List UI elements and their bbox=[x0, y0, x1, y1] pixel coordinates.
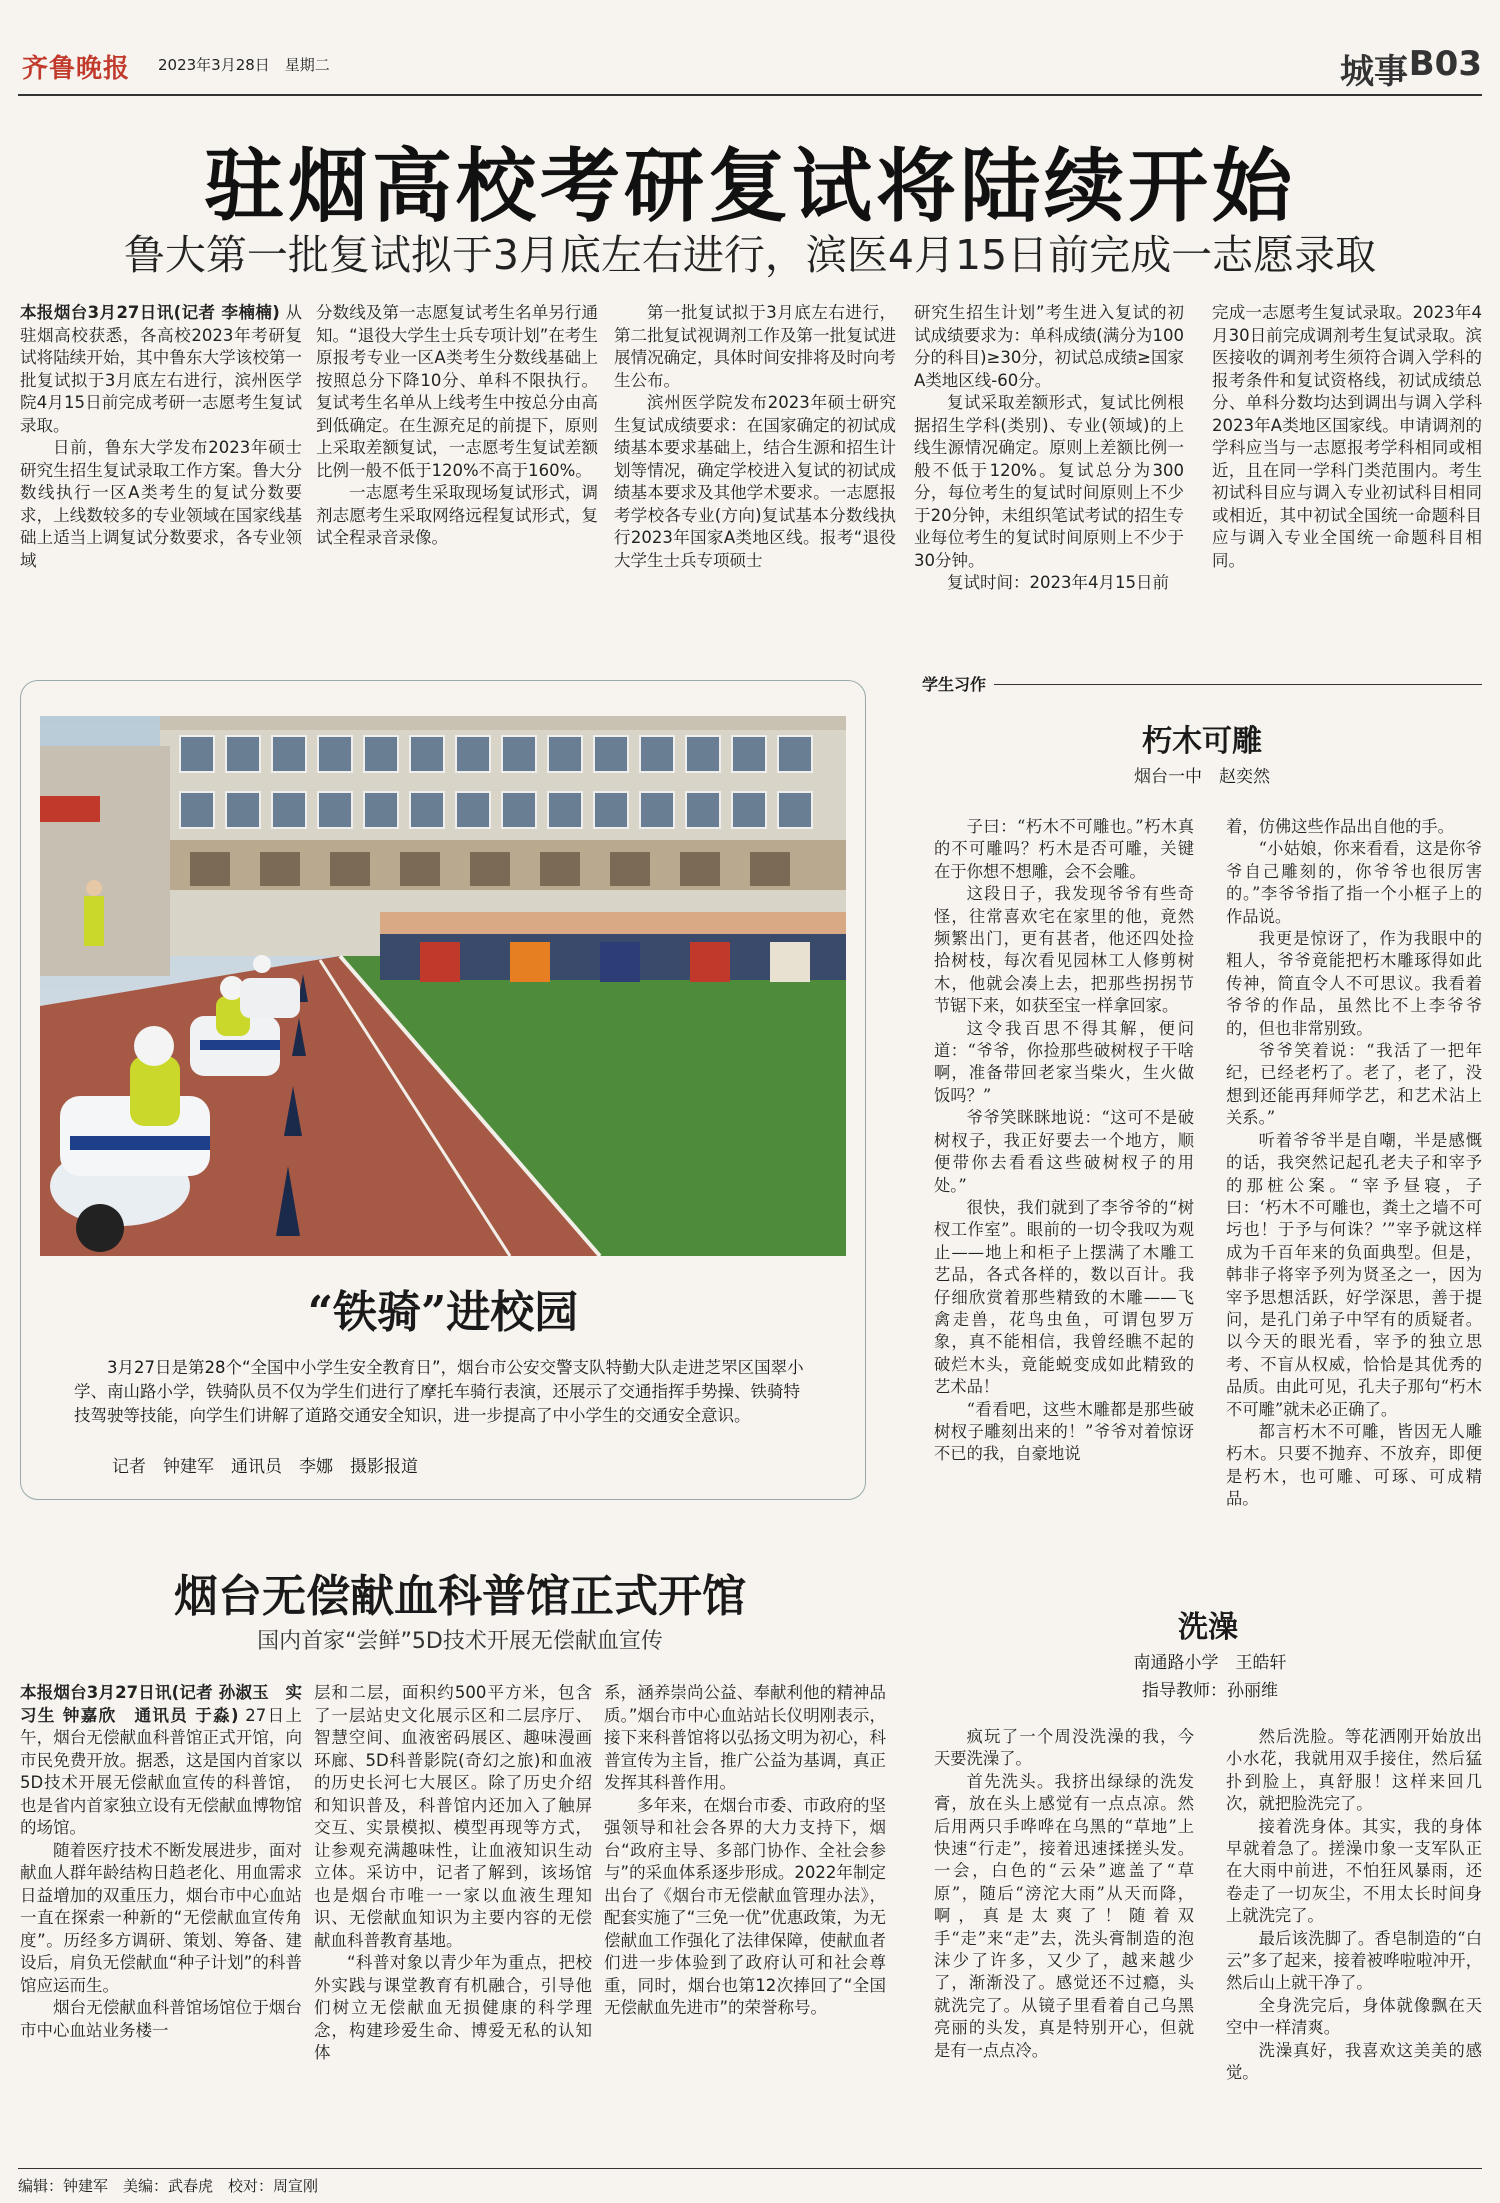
lead-column-2 bbox=[316, 302, 598, 622]
essay1-column-2 bbox=[1226, 816, 1482, 1576]
lead-col1-text: 从驻烟高校获悉，各高校2023年考研复试将陆续开始，其中鲁东大学该校第一批复试拟于3月底左右进行，滨州医学院4月15日前完成考研一志愿考生复试录取。 bbox=[20, 303, 302, 435]
lead-column-4 bbox=[914, 302, 1184, 622]
lead-col3-para1: 第一批复试拟于3月底左右进行，第二批复试视调剂工作及第一批复试进展情况确定，具体时间安排将及时向考生公布。 bbox=[614, 303, 896, 390]
paragraph: 洗澡真好，我喜欢这美美的感觉。 bbox=[1226, 2040, 1482, 2083]
blood-headline: 烟台无偿献血科普馆正式开馆 bbox=[174, 1571, 746, 1622]
blood-column-3 bbox=[604, 1682, 886, 2152]
lead-column-1 bbox=[20, 302, 302, 622]
masthead bbox=[18, 40, 1482, 96]
paragraph: 这段日子，我发现爷爷有些奇怪，往常喜欢宅在家里的他，竟然频繁出门，更有甚者，他还四处捡拾树枝，每次看见园林工人修剪树木，他就会凑上去，把那些拐拐节节锯下来，如获至宝一样拿回家。 bbox=[934, 884, 1194, 1016]
paragraph: 爷爷笑眯眯地说：“这可不是破树杈子，我正好要去一个地方，顺便带你去看看这些破树杈子的用处。” bbox=[934, 1108, 1194, 1195]
paragraph: 我更是惊讶了，作为我眼中的粗人，爷爷竟能把朽木雕琢得如此传神，简直令人不可思议。我看着爷爷的作品，虽然比不上李爷爷的，但也非常别致。 bbox=[1226, 929, 1482, 1038]
page-number: B03 bbox=[1408, 44, 1482, 84]
feature-photo bbox=[40, 716, 846, 1256]
paragraph: 接着洗身体。其实，我的身体早就着急了。搓澡巾象一支军队正在大雨中前进，不怕狂风暴雨，还卷走了一切灰尘，不用太长时间身上就洗完了。 bbox=[1226, 1816, 1482, 1926]
lead-col2-para1: 分数线及第一志愿复试考生名单另行通知。“退役大学生士兵专项计划”在考生原报考专业一区A类考生分数线基础上按照总分下降10分、单科不限执行。复试考生名单从上线考生中按总分由高到低确定。在生源充足的前提下，原则上采取差额复试，一志愿考生复试差额比例一般不低于120%不高于160%。 bbox=[316, 303, 598, 480]
section-name: 城事 bbox=[1340, 52, 1408, 92]
paragraph: 系，涵养崇尚公益、奉献利他的精神品质。”烟台市中心血站站长仪明刚表示，接下来科普馆将以弘扬文明为初心，科普宣传为主旨，推广公益为基调，真正发挥其科普作用。 bbox=[604, 1683, 886, 1792]
paragraph: 疯玩了一个周没洗澡的我，今天要洗澡了。 bbox=[934, 1727, 1194, 1769]
lead-column-3 bbox=[614, 302, 896, 622]
blood-column-1 bbox=[20, 1682, 302, 2152]
paragraph: 然后洗脸。等花洒刚开始放出小水花，我就用双手接住，然后猛扑到脸上，真舒服！这样来回几次，就把脸洗完了。 bbox=[1226, 1727, 1482, 1814]
essay1-column-1 bbox=[934, 816, 1194, 1576]
essay1-author: 烟台一中 赵奕然 bbox=[1134, 767, 1270, 787]
paragraph: 层和二层，面积约500平方米，包含了一层站史文化展示区和二层序厅、智慧空间、血液密码展区、趣味漫画环廊、5D科普影院(奇幻之旅)和血液的历史长河七大展区。除了历史介绍和知识普及，科普馆内还加入了触屏交互、实景模拟、模型再现等方式，让参观充满趣味性，让血液知识生动立体。采访中，记者了解到，该场馆也是烟台市唯一一家以血液生理知识、无偿献血知识为主要内容的无偿献血科普教育基地。 bbox=[314, 1683, 592, 1950]
paragraph: 多年来，在烟台市委、市政府的坚强领导和社会各界的大力支持下，烟台“政府主导、多部门协作、全社会参与”的采血体系逐步形成。2022年制定出台了《烟台市无偿献血管理办法》，配套实施了“三免一优”优惠政策，为无偿献血工作强化了法律保障，使献血者们进一步体验到了政府认可和社会尊重，同时，烟台也第12次捧回了“全国无偿献血先进市”的荣誉称号。 bbox=[604, 1795, 886, 2017]
paragraph: 爷爷笑着说：“我活了一把年纪，已经老朽了。老了，老了，没想到还能再拜师学艺，和艺术沾上关系。” bbox=[1226, 1041, 1482, 1128]
paragraph: 很快，我们就到了李爷爷的“树杈工作室”。眼前的一切令我叹为观止——地上和柜子上摆满了木雕工艺品，各式各样的，数以百计。我仔细欣赏着那些精致的木雕——飞禽走兽，花鸟虫鱼，可谓包罗万象，真不能相信，我曾经瞧不起的破烂木头，竟能蜕变成如此精致的艺术品！ bbox=[934, 1197, 1194, 1397]
lead-column-5 bbox=[1212, 302, 1482, 622]
lead-col2-para2: 一志愿考生采取现场复试形式，调剂志愿考生采取网络远程复试形式，复试全程录音录像。 bbox=[316, 483, 598, 547]
paragraph: “看看吧，这些木雕都是那些破树杈子雕刻出来的！”爷爷对着惊讶不已的我，自豪地说 bbox=[934, 1399, 1194, 1464]
paragraph: 最后该洗脚了。香皂制造的“白云”多了起来，接着被哗啦啦冲开，然后山上就干净了。 bbox=[1226, 1928, 1482, 1993]
blood-subheadline: 国内首家“尝鲜”5D技术开展无偿献血宣传 bbox=[257, 1629, 663, 1654]
feature-title: “铁骑”进校园 bbox=[307, 1287, 579, 1338]
paragraph: 都言朽木不可雕，皆因无人雕朽木。只要不抛弃、不放弃，即便是朽木，也可雕、可琢、可成精品。 bbox=[1226, 1421, 1482, 1509]
paragraph: 着，仿佛这些作品出自他的手。 bbox=[1226, 817, 1454, 836]
blood-col1-lead: 27日上午，烟台无偿献血科普馆正式开馆，向市民免费开放。据悉，这是国内首家以5D技术开展无偿献血宣传的科普馆，也是省内首家独立设有无偿献血博物馆的场馆。 bbox=[20, 1705, 302, 1837]
feature-caption: 3月27日是第28个“全国中小学生安全教育日”，烟台市公安交警支队特勤大队走进芝罘区国翠小学、南山路小学，铁骑队员不仅为学生们进行了摩托车骑行表演，还展示了交通指挥手势操、铁骑特技驾驶等技能，向学生们讲解了道路交通安全知识，进一步提高了中小学生的交通安全意识。 bbox=[74, 1358, 804, 1425]
essay2-column-1 bbox=[934, 1726, 1194, 2146]
student-section-tag: 学生习作 bbox=[922, 672, 994, 695]
paragraph: “科普对象以青少年为重点，把校外实践与课堂教育有机融合，引导他们树立无偿献血无损健康的科学理念，构建珍爱生命、博爱无私的认知体 bbox=[314, 1953, 592, 2062]
lead-col4-para2: 复试采取差额形式，复试比例根据招生学科(类别)、专业(领域)的上线生源情况确定。原则上差额比例一般不低于120%。复试总分为300分，每位考生的复试时间原则上不少于20分钟，未组织笔试考试的招生专业每位考生的复试时间原则上不少于30分钟。 bbox=[914, 393, 1184, 570]
blood-column-2 bbox=[314, 1682, 592, 2152]
issue-date: 2023年3月28日 星期二 bbox=[158, 56, 330, 74]
lead-col4-para1: 研究生招生计划”考生进入复试的初试成绩要求为：单科成绩(满分为100分的科目)≥30分，初试总成绩≥国家A类地区线-60分。 bbox=[914, 303, 1184, 390]
essay2-teacher: 指导教师：孙丽维 bbox=[1142, 1681, 1278, 1701]
essay2-column-2 bbox=[1226, 1726, 1482, 2146]
paragraph: 烟台无偿献血科普馆场馆位于烟台市中心血站业务楼一 bbox=[20, 1998, 302, 2040]
paragraph: 随着医疗技术不断发展进步，面对献血人群年龄结构日趋老化、用血需求日益增加的双重压力，烟台市中心血站一直在探索一种新的“无偿献血宣传角度”。历经多方调研、策划、筹备、建设后，肩负无偿献血“种子计划”的科普馆应运而生。 bbox=[20, 1840, 302, 1995]
blood-byline: 本报烟台3月27日讯(记者 孙淑玉 实习生 钟嘉欣 通讯员 于淼) bbox=[20, 1683, 302, 1725]
paragraph: “小姑娘，你来看看，这是你爷爷自己雕刻的，你爷爷也很厉害的。”李爷爷指了指一个小框子上的作品说。 bbox=[1226, 839, 1482, 926]
paragraph: 这令我百思不得其解，便问道：“爷爷，你捡那些破树杈子干啥啊，准备带回老家当柴火，生火做饭吗？” bbox=[934, 1018, 1194, 1105]
lead-col5-para1: 完成一志愿考生复试录取。2023年4月30日前完成调剂考生复试录取。滨医接收的调剂考生须符合调入学科的报考条件和复试资格线，初试成绩总分、单科分数均达到调出与调入学科2023年A类地区国家线。申请调剂的学科应当与一志愿报考学科相同或相近，且在同一学科门类范围内。考生初试科目应与调入专业初试科目相同或相近，其中初试全国统一命题科目应与调入专业全国统一命题科目相同。 bbox=[1212, 303, 1482, 570]
feature-credit: 记者 钟建军 通讯员 李娜 摄影报道 bbox=[112, 1457, 418, 1477]
page-footer: 编辑：钟建军 美编：武春虎 校对：周宣刚 bbox=[18, 2168, 1482, 2196]
paragraph: 首先洗头。我挤出绿绿的洗发膏，放在头上感觉有一点点凉。然后用两只手哗哗在乌黑的“草地”上快速“行走”，接着迅速揉搓头发。一会，白色的“云朵”遮盖了“草原”，随后“滂沱大雨”从天而降，啊，真是太爽了！随着双手“走”来“走”去，洗头膏制造的泡沫少了许多，又少了，越来越少了，渐渐没了。感觉还不过瘾，头就洗完了。从镜子里看着自己乌黑亮丽的头发，真是特别开心，但就是有一点点冷。 bbox=[934, 1771, 1194, 2060]
school-motorcycle-scene-icon bbox=[40, 716, 846, 1256]
lead-col1-para2: 日前，鲁东大学发布2023年硕士研究生招生复试录取工作方案。鲁大分数线执行一区A类考生的复试分数要求，上线数较多的专业领域在国家线基础上适当上调复试分数要求，各专业领域 bbox=[20, 438, 302, 570]
lead-byline: 本报烟台3月27日讯(记者 李楠楠) bbox=[20, 303, 280, 322]
lead-col3-para2: 滨州医学院发布2023年硕士研究生复试成绩要求：在国家确定的初试成绩基本要求基础上，结合生源和招生计划等情况，确定学校进入复试的初试成绩基本要求及其他学术要求。一志愿报考学校各专业(方向)复试基本分数线执行2023年国家A类地区线。报考“退役大学生士兵专项硕士 bbox=[614, 393, 896, 570]
paragraph: 听着爷爷半是自嘲，半是感慨的话，我突然记起孔老夫子和宰予的那桩公案。“宰予昼寝，子曰：‘朽木不可雕也，粪土之墙不可圬也！于予与何诛？’”宰予就这样成为千百年来的负面典型。但是，韩非子将宰予列为贤圣之一，因为宰予思想活跃，好学深思，善于提问，是孔门弟子中罕有的质疑者。以今天的眼光看，宰予的独立思考、不盲从权威，恰恰是其优秀的品质。由此可见，孔夫子那句“朽木不可雕”就未必正确了。 bbox=[1226, 1130, 1482, 1419]
lead-col4-para3: 复试时间：2023年4月15日前 bbox=[947, 573, 1169, 592]
student-section-rule bbox=[922, 684, 1482, 704]
paragraph: 子曰：“朽木不可雕也。”朽木真的不可雕吗？朽木是否可雕，关键在于你想不想雕，会不会雕。 bbox=[934, 817, 1194, 881]
lead-subheadline: 鲁大第一批复试拟于3月底左右进行，滨医4月15日前完成一志愿录取 bbox=[123, 231, 1377, 279]
newspaper-logo: 齐鲁晚报 bbox=[22, 54, 131, 84]
paragraph: 全身洗完后，身体就像飘在天空中一样清爽。 bbox=[1226, 1995, 1482, 2038]
essay1-title: 朽木可雕 bbox=[1142, 724, 1262, 759]
lead-headline: 驻烟高校考研复试将陆续开始 bbox=[204, 139, 1296, 233]
essay2-author: 南通路小学 王皓轩 bbox=[1133, 1653, 1287, 1673]
essay2-title: 洗澡 bbox=[1178, 1610, 1238, 1645]
